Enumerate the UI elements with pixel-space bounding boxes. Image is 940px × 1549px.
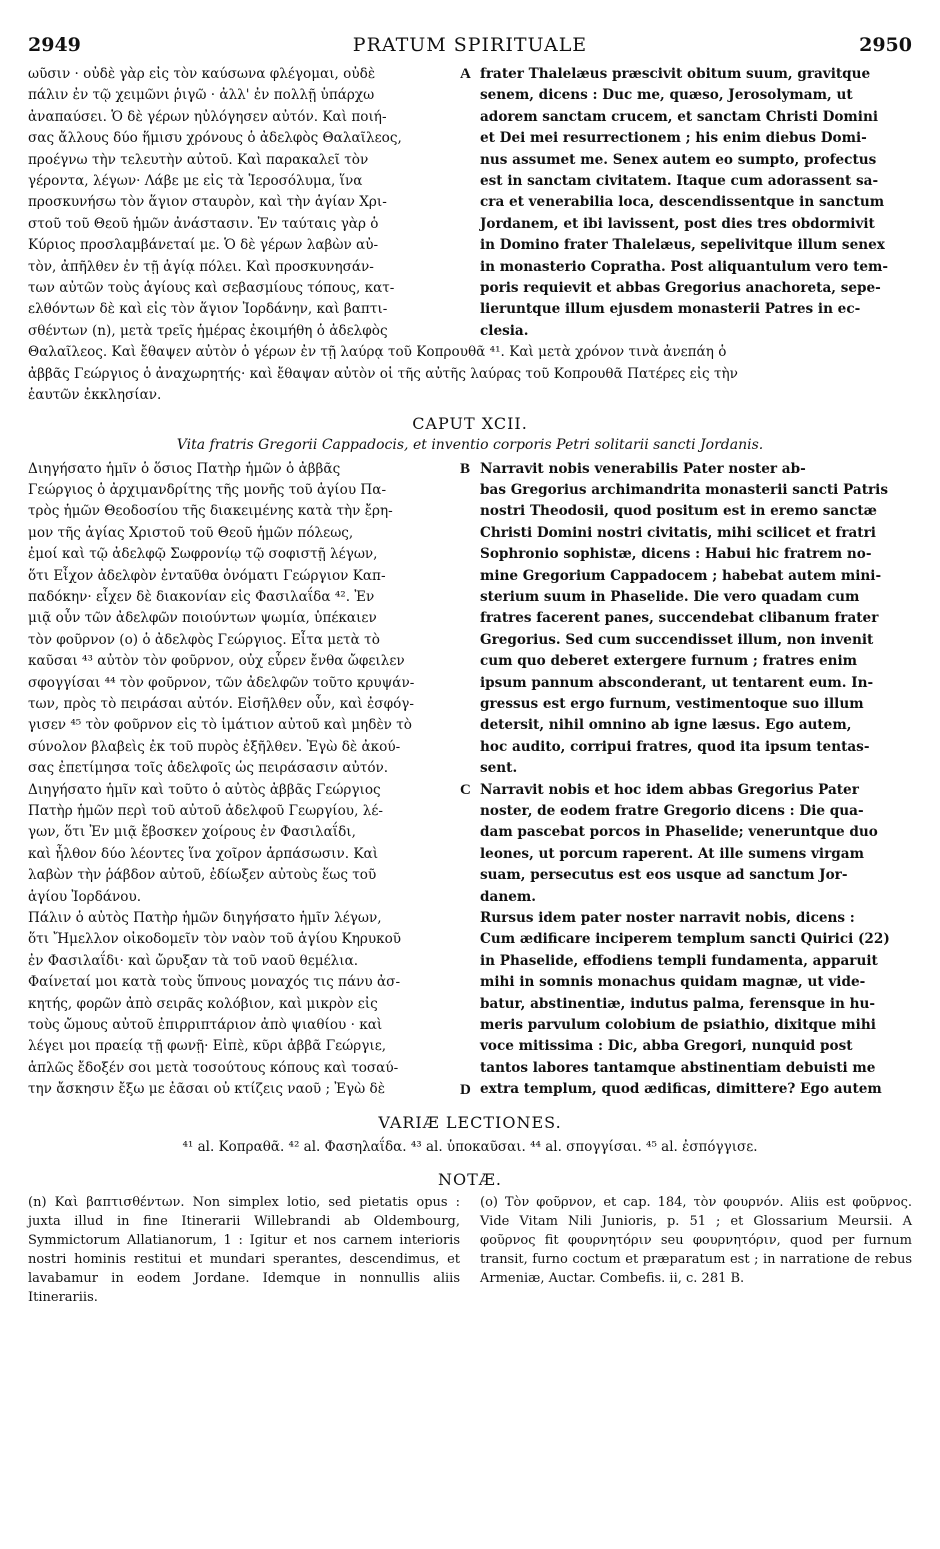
body-greek-column — [28, 459, 460, 1101]
text-line: noster, de eodem fratre Gregorio dicens : Die qua- — [480, 803, 864, 819]
text-line: των, πρὸς τὸ πειράσαι αὐτόν. Εἰσῆλθεν οὖν, καὶ ἐσφόγ- — [28, 695, 415, 712]
text-line: bas Gregorius archimandrita monasterii sancti Patris — [480, 481, 888, 498]
text-line: γων, ὅτι Ἐν μιᾷ ἔβοσκεν χοίρους ἐν Φασιλαΐδι, — [28, 824, 356, 841]
text-line: τὸν φοῦρνον (o) ὁ ἀδελφὸς Γεώργιος. Εἶτα μετὰ τὸ — [28, 631, 380, 648]
running-title: PRATUM SPIRITUALE — [352, 34, 588, 56]
text-line: μον τῆς ἁγίας Χριστοῦ τοῦ Θεοῦ ἡμῶν πόλεως, — [28, 524, 354, 541]
text-line: suam, persecutus est eos usque ad sanctum Jor- — [480, 867, 848, 884]
chapter-title: CAPUT XCII. — [412, 413, 528, 433]
text-line: hoc audito, corripui fratres, quod ita ipsum tentas- — [480, 738, 870, 755]
text-line: poris requievit et abbas Gregorius anachoreta, sepe- — [480, 280, 881, 297]
text-line: meris parvulum colobium de psiathio, dixitque mihi — [480, 1017, 876, 1034]
text-line: την ἄσκησιν ἔξω με ἐᾶσαι οὐ κτίζεις ναοῦ ; Ἐγὼ δὲ — [28, 1081, 386, 1098]
text-line: voce mitissima : Dic, abba Gregori, nunquid post — [480, 1038, 853, 1055]
text-line: nus assumet me. Senex autem eo sumpto, profectus — [480, 151, 877, 168]
text-line: leones, ut porcum raperent. At ille sumens virgam — [480, 845, 864, 862]
text-line: fratres facerent panes, succendebat clibanum frater — [480, 610, 879, 627]
text-line: in Domino frater Thalelæus, sepelivitque illum senex — [480, 237, 885, 254]
running-head — [28, 34, 912, 64]
text-line: τοὺς ὤμους αὐτοῦ ἐπιρριπτάριον ἀπὸ ψιαθίου · καὶ — [28, 1017, 383, 1034]
margin-marker-d: D — [460, 1081, 471, 1098]
notae — [28, 1193, 912, 1307]
text-line: προσκυνήσω τὸν ἅγιον σταυρὸν, καὶ τὴν ἁγίαν Χρι- — [28, 194, 387, 211]
text-line: detersit, nihil omnino ab igne læsus. Ego autem, — [480, 717, 852, 734]
full-width-line: ἀββᾶς Γεώργιος ὁ ἀναχωρητής· καὶ ἔθαψαν αὐτὸν οἱ τῆς αὐτῆς λαύρας τοῦ Κοπρουθᾶ Πατέρες εἰς τὴν — [28, 365, 738, 382]
note-o: (o) Τὸν φοῦρνον, et cap. 184, τὸν φουρνόν. Aliis est φοῦρνος. Vide Vitam Nili Junioris, p. 51 ; et Glossarium Meursii. A φοῦρνος fit φουρνητόριν seu φουρνητόριν, quod per furnum transit, furno coctum et præparatum est ; in narratione de rebus Armeniæ, Auctar. Combefis. ii, c. 281 B. — [480, 1194, 912, 1286]
text-line: σας ἄλλους δύο ἥμισυ χρόνους ὁ ἀδελφὸς Θαλαῖλεος, — [28, 130, 402, 147]
text-line: mihi in somnis monachus quidam magnæ, ut vide- — [480, 974, 866, 991]
text-line: Γεώργιος ὁ ἀρχιμανδρίτης τῆς μονῆς τοῦ ἁγίου Πα- — [28, 481, 387, 498]
text-line: Διηγήσατο ἡμῖν ὁ ὅσιος Πατὴρ ἡμῶν ὁ ἀββᾶς — [28, 460, 341, 477]
text-line: Gregorius. Sed cum succendisset illum, non invenit — [480, 631, 874, 648]
chapter-subtitle: Vita fratris Gregorii Cappadocis, et inventio corporis Petri solitarii sancti Jordanis. — [176, 436, 764, 453]
text-line: λέγει μοι πραείᾳ τῇ φωνῇ· Εἰπὲ, κῦρι ἀββᾶ Γεώργιε, — [28, 1038, 387, 1055]
text-line: in Phaselide, effodiens templi fundamenta, apparuit — [480, 952, 878, 969]
text-line: προέγνω τὴν τελευτὴν αὐτοῦ. Καὶ παρακαλεῖ τὸν — [28, 151, 369, 168]
text-line: danem. — [480, 888, 536, 905]
text-line: ἐν Φασιλαΐδι· καὶ ὤρυξαν τὰ τοῦ ναοῦ θεμέλια. — [28, 952, 359, 969]
text-line: Rursus idem pater noster narravit nobis, dicens : — [480, 910, 855, 927]
text-line: Πατὴρ ἡμῶν περὶ τοῦ αὐτοῦ ἀδελφοῦ Γεωργίου, λέ- — [28, 803, 383, 819]
text-line: in monasterio Copratha. Post aliquantulum vero tem- — [480, 258, 889, 275]
text-line: batur, abstinentiæ, indutus palma, ferensque in hu- — [480, 995, 876, 1012]
text-line: Διηγήσατο ἡμῖν καὶ τοῦτο ὁ αὐτὸς ἀββᾶς Γεώργιος — [28, 781, 381, 798]
text-line: Πάλιν ὁ αὐτὸς Πατὴρ ἡμῶν διηγήσατο ἡμῖν λέγων, — [28, 910, 382, 927]
note-n: (n) Καὶ βαπτισθέντων. Non simplex lotio, sed pietatis opus : juxta illud in fine Itinerarii Willebrandi ab Oldembourg, Symmictorum Allatianorum, 1 : Igitur et nos carnem interioris nostri hominis restitui et mundari sperantes, descendimus, et lavabamur in eodem Jordane. Idemque in nonnullis aliis Itinerariis. — [28, 1194, 460, 1305]
text-line: ἀναπαύσει. Ὁ δὲ γέρων ηὐλόγησεν αὐτόν. Καὶ ποιή- — [28, 108, 387, 125]
text-line: στοῦ τοῦ Θεοῦ ἡμῶν ἀνάστασιν. Ἐν ταύταις γὰρ ὁ — [28, 215, 379, 232]
variae-lectiones: ⁴¹ al. Κοπραθᾶ. ⁴² al. Φασηλαΐδα. ⁴³ al. ὑποκαῦσαι. ⁴⁴ al. σπογγίσαι. ⁴⁵ al. ἐσπόγγισε. — [182, 1138, 758, 1155]
variae-title: VARIÆ LECTIONES. — [378, 1112, 562, 1132]
top-greek-column — [28, 64, 460, 342]
text-line: lieruntque illum ejusdem monasterii Patres in ec- — [480, 301, 861, 318]
text-line: γισεν ⁴⁵ τὸν φοῦρνον εἰς τὸ ἱμάτιον αὐτοῦ καὶ μηδὲν τὸ — [28, 717, 412, 734]
margin-marker-c: C — [460, 781, 471, 798]
text-line: senem, dicens : Duc me, quæso, Jerosolymam, ut — [480, 87, 853, 104]
notae-title: NOTÆ. — [438, 1169, 502, 1189]
page-number-right: 2950 — [859, 34, 912, 56]
text-line: τὸν, ἀπῆλθεν ἐν τῇ ἁγίᾳ πόλει. Καὶ προσκυνησάν- — [28, 258, 374, 275]
text-line: μιᾷ οὖν τῶν ἀδελφῶν ποιούντων ψωμία, ὑπέκαιεν — [28, 610, 377, 627]
top-columns — [28, 64, 912, 342]
text-line: Κύριος προσλαμβάνεταί με. Ὁ δὲ γέρων λαβὼν αὐ- — [28, 237, 379, 254]
top-latin-column — [460, 64, 912, 342]
text-line: Φαίνεταί μοι κατὰ τοὺς ὕπνους μοναχός τις πάνυ ἀσ- — [28, 974, 401, 991]
text-line: πάλιν ἐν τῷ χειμῶνι ῥιγῶ · ἀλλ' ἐν πολλῇ ὑπάρχω — [28, 87, 375, 104]
text-line: cra et venerabilia loca, descendissentque in sanctum — [480, 194, 885, 211]
text-line: adorem sanctam crucem, et sanctam Christi Domini — [480, 108, 879, 125]
text-line: ὅτι Ἤμελλον οἰκοδομεῖν τὸν ναὸν τοῦ ἁγίου Κηρυκοῦ — [28, 931, 402, 948]
text-line: sent. — [480, 760, 518, 777]
full-width-line: Θαλαῖλεος. Καὶ ἔθαψεν αὐτὸν ὁ γέρων ἐν τῇ λαύρᾳ τοῦ Κοπρουθᾶ ⁴¹. Καὶ μετὰ χρόνον τινὰ ἀνεπάη ὁ — [28, 344, 727, 361]
text-line: ἁγίου Ἰορδάνου. — [28, 888, 142, 905]
text-line: σας ἐπετίμησα τοῖς ἀδελφοῖς ὡς πειράσασιν αὐτόν. — [28, 760, 389, 777]
text-line: ωῦσιν · οὐδὲ γὰρ εἰς τὸν καύσωνα φλέγομαι, οὐδὲ — [28, 66, 376, 82]
text-line: ἁπλῶς ἔδοξέν σοι μετὰ τοσούτους κόπους καὶ τοσαύ- — [28, 1059, 399, 1076]
text-line: γέροντα, λέγων· Λάβε με εἰς τὰ Ἱεροσόλυμα, ἵνα — [28, 173, 363, 190]
text-line: gressus est ergo furnum, vestimentoque suo illum — [480, 695, 864, 712]
body-columns — [28, 459, 912, 1101]
text-line: των αὐτῶν τοὺς ἁγίους καὶ σεβασμίους τόπους, κατ- — [28, 280, 395, 297]
text-line: λαβὼν τὴν ῥάβδον αὐτοῦ, ἐδίωξεν αὐτοὺς ἕως τοῦ — [28, 867, 377, 884]
body-latin-column — [460, 459, 912, 1101]
text-line: ὅτι Εἶχον ἀδελφὸν ἐνταῦθα ὀνόματι Γεώργιον Καπ- — [28, 567, 386, 584]
text-line: tantos labores tantamque abstinentiam debuisti me — [480, 1059, 876, 1076]
text-line: καὶ ἦλθον δύο λέοντες ἵνα χοῖρον ἁρπάσωσιν. Καὶ — [28, 845, 379, 862]
text-line: frater Thalelæus præscivit obitum suum, gravitque — [480, 66, 871, 82]
text-line: ἐμοί καὶ τῷ ἀδελφῷ Σωφρονίῳ τῷ σοφιστῇ λέγων, — [28, 546, 378, 563]
text-line: σθέντων (n), μετὰ τρεῖς ἡμέρας ἐκοιμήθη ὁ ἀδελφὸς — [28, 322, 388, 339]
text-line: et Dei mei resurrectionem ; his enim diebus Domi- — [480, 130, 867, 147]
margin-marker-b: B — [460, 460, 471, 477]
text-line: Narravit nobis venerabilis Pater noster ab- — [480, 460, 806, 477]
text-line: est in sanctam civitatem. Itaque cum adorassent sa- — [480, 173, 879, 190]
text-line: cum quo deberet extergere furnum ; fratres enim — [480, 653, 858, 670]
text-line: clesia. — [480, 322, 529, 339]
margin-marker-a: A — [460, 66, 471, 82]
text-line: σφογγίσαι ⁴⁴ τὸν φοῦρνον, τῶν ἀδελφῶν τοῦτο κρυψάν- — [28, 674, 415, 691]
text-line: Sophronio sophistæ, dicens : Habui hic fratrem no- — [480, 546, 872, 563]
text-line: Cum ædificare inciperem templum sancti Quirici (22) — [480, 931, 890, 948]
page-number-left: 2949 — [28, 34, 81, 56]
text-line: τρὸς ἡμῶν Θεοδοσίου τῆς διακειμένης κατὰ τὴν ἔρη- — [28, 503, 393, 520]
text-line: Jordanem, et ibi lavissent, post dies tres obdormivit — [480, 215, 875, 232]
text-line: παδόκην· εἶχεν δὲ διακονίαν εἰς Φασιλαΐδα ⁴². Ἐν — [28, 588, 375, 605]
text-line: ipsum pannum absconderant, ut tentarent eum. In- — [480, 674, 874, 691]
text-line: κητής, φορῶν ἀπὸ σειρᾶς κολόβιον, καὶ μικρὸν εἰς — [28, 995, 378, 1012]
text-line: mine Gregorium Cappadocem ; habebat autem mini- — [480, 567, 882, 584]
text-line: sterium suum in Phaselide. Die vero quadam cum — [480, 588, 860, 605]
text-line: extra templum, quod ædificas, dimittere? Ego autem — [480, 1081, 882, 1098]
text-line: καῦσαι ⁴³ αὐτὸν τὸν φοῦρνον, οὐχ εὗρεν ἔνθα ὤφειλεν — [28, 653, 405, 670]
text-line: dam pascebat porcos in Phaselide; veneruntque duo — [480, 824, 878, 841]
text-line: Narravit nobis et hoc idem abbas Gregorius Pater — [480, 781, 859, 798]
text-line: ελθόντων δὲ καὶ εἰς τὸν ἅγιον Ἰορδάνην, καὶ βαπτι- — [28, 301, 388, 318]
text-line: σύνολον βλαβεὶς ἐκ τοῦ πυρὸς ἐξῆλθεν. Ἐγὼ δὲ ἀκού- — [28, 738, 401, 755]
full-width-line: ἑαυτῶν ἐκκλησίαν. — [28, 387, 162, 404]
text-line: Christi Domini nostri civitatis, mihi scilicet et fratri — [480, 524, 876, 541]
top-full-width-lines — [28, 342, 912, 406]
text-line: nostri Theodosii, quod positum est in eremo sanctæ — [480, 503, 877, 520]
